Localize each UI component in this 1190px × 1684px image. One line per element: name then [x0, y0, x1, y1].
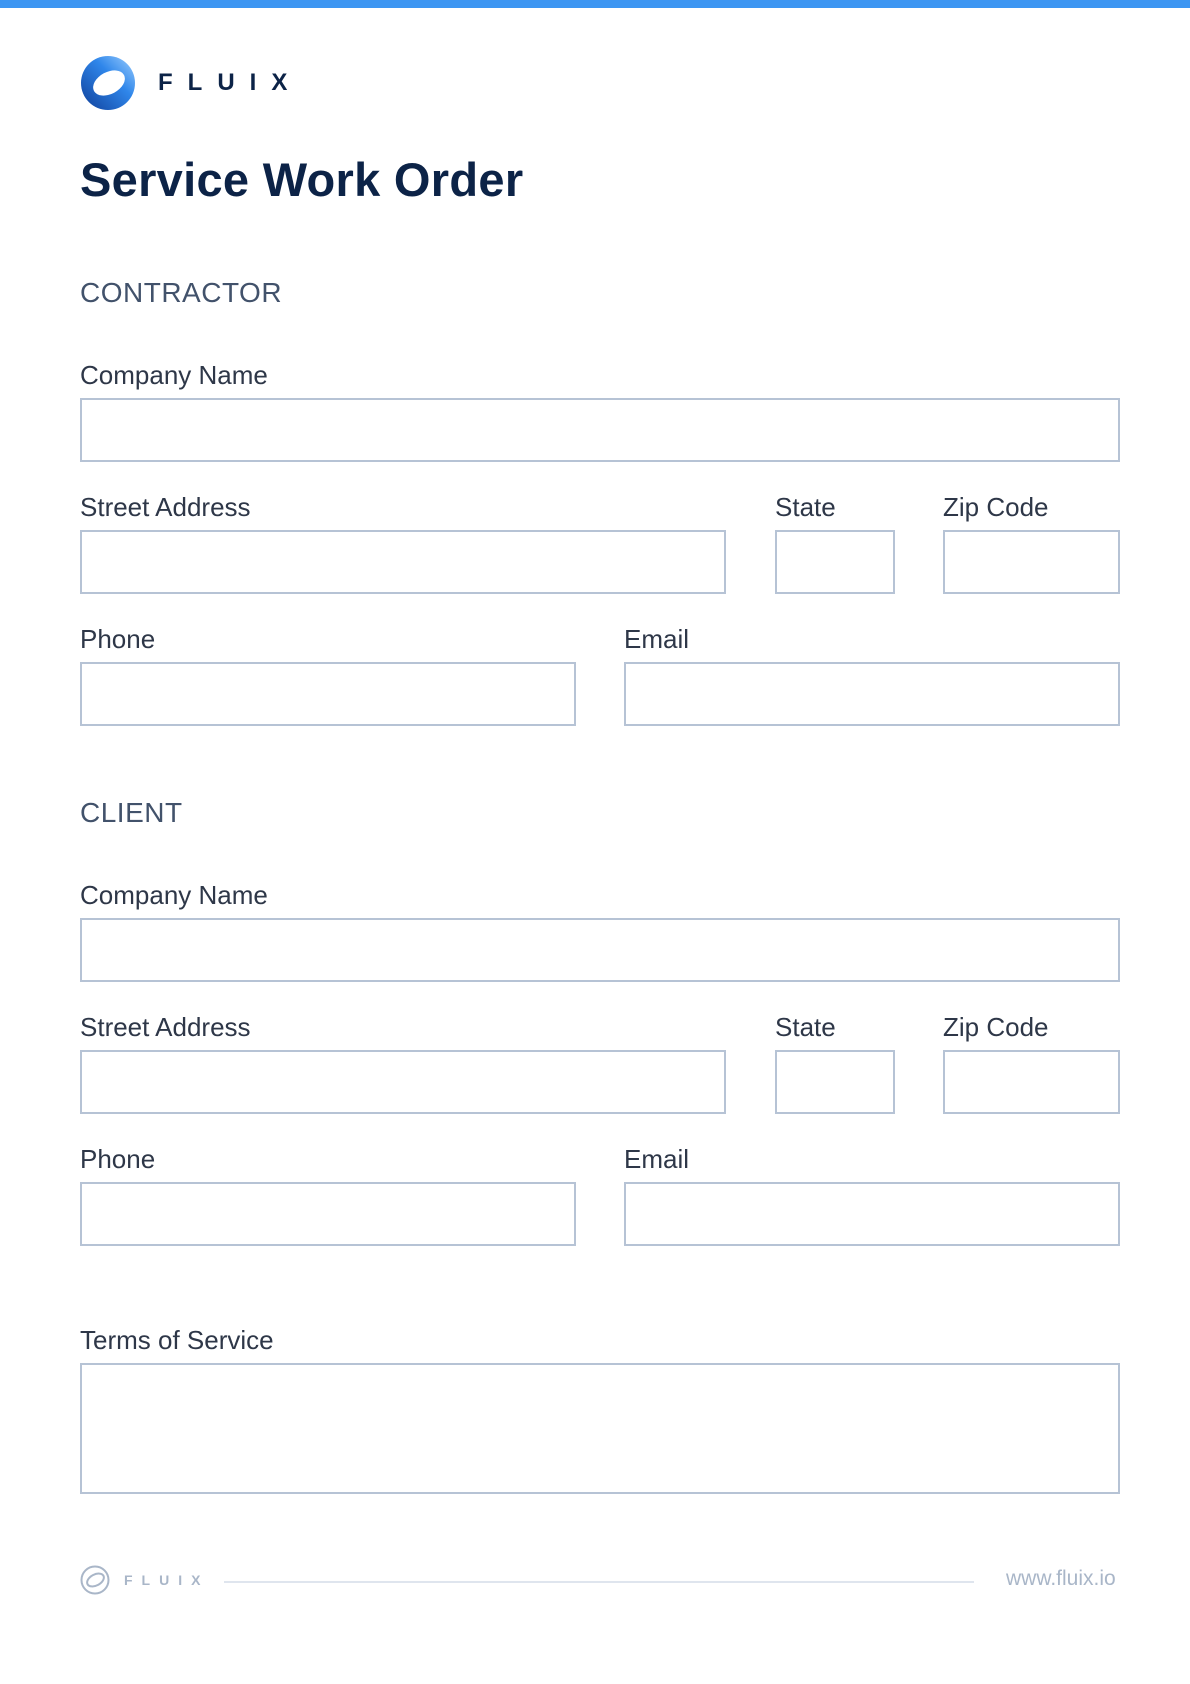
contractor-heading: CONTRACTOR [80, 277, 283, 308]
contractor-company-field[interactable] [80, 398, 1120, 462]
client-street-field[interactable] [80, 1050, 726, 1114]
contractor-street-label: Street Address [80, 492, 251, 522]
brand-name: FLUIX [158, 69, 303, 96]
contractor-email-label: Email [624, 624, 690, 654]
client-company-label: Company Name [80, 880, 268, 910]
brand-logo [80, 55, 302, 111]
contractor-phone-label: Phone [80, 624, 156, 654]
client-street-label: Street Address [80, 1012, 251, 1042]
contractor-street-field[interactable] [80, 530, 726, 594]
client-state-field[interactable] [775, 1050, 895, 1114]
client-heading: CLIENT [80, 797, 183, 828]
footer-url[interactable]: www.fluix.io [1006, 1567, 1116, 1590]
contractor-state-label: State [775, 492, 836, 522]
terms-field[interactable] [80, 1363, 1120, 1494]
contractor-state-field[interactable] [775, 530, 895, 594]
client-email-label: Email [624, 1144, 690, 1174]
footer-logo [80, 1565, 209, 1595]
fluix-logo-icon [80, 55, 136, 111]
contractor-email-field[interactable] [624, 662, 1120, 726]
top-accent-bar [0, 0, 1190, 8]
client-email-field[interactable] [624, 1182, 1120, 1246]
footer-divider [224, 1581, 974, 1583]
client-phone-label: Phone [80, 1144, 156, 1174]
contractor-company-label: Company Name [80, 360, 268, 390]
client-state-label: State [775, 1012, 836, 1042]
page-title: Service Work Order [80, 153, 524, 206]
terms-label: Terms of Service [80, 1325, 274, 1355]
client-zip-label: Zip Code [943, 1012, 1049, 1042]
client-phone-field[interactable] [80, 1182, 576, 1246]
contractor-zip-field[interactable] [943, 530, 1120, 594]
contractor-zip-label: Zip Code [943, 492, 1049, 522]
contractor-phone-field[interactable] [80, 662, 576, 726]
client-zip-field[interactable] [943, 1050, 1120, 1114]
client-company-field[interactable] [80, 918, 1120, 982]
footer-fluix-logo-icon [80, 1565, 110, 1595]
footer-brand-name: FLUIX [124, 1572, 210, 1588]
